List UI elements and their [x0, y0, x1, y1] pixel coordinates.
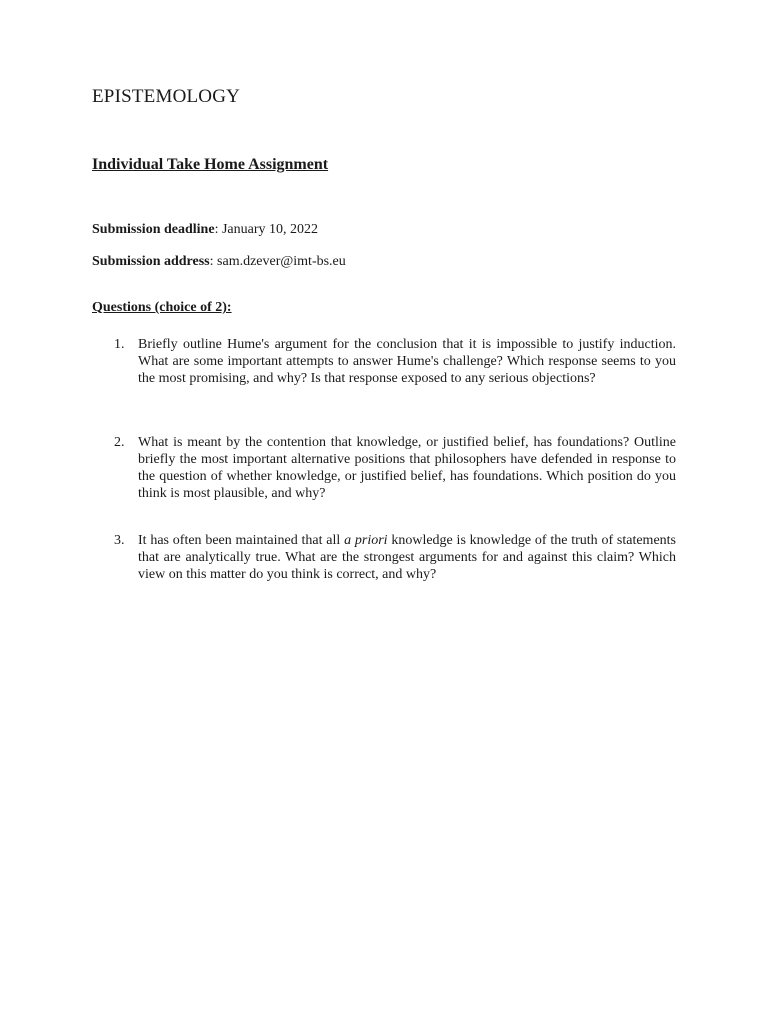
question-item-3	[114, 532, 676, 583]
question-text-start: It has often been maintained that all	[138, 533, 345, 548]
submission-deadline	[92, 222, 318, 238]
question-number: 2.	[114, 435, 125, 450]
submission-deadline-label: Submission deadline	[92, 222, 215, 237]
question-text-italic: a priori	[344, 533, 388, 548]
submission-deadline-value: : January 10, 2022	[214, 222, 318, 237]
question-text: Briefly outline Hume's argument for the conclusion that it is impossible to justify induction. What are some important attempts to answer Hume's challenge? Which response seems to you the most promising, and why? Is that response exposed to any serious objections?	[138, 337, 676, 386]
question-item-2	[114, 434, 676, 502]
submission-address-label: Submission address	[92, 254, 210, 269]
question-text: What is meant by the contention that knowledge, or justified belief, has foundations? Outline briefly the most important alternative positions that philosophers have defended in response to the question of whether knowledge, or justified belief, has foundations. Which position do you think is most plausible, and why?	[138, 435, 676, 501]
question-item-1	[114, 336, 676, 387]
document-title: EPISTEMOLOGY	[92, 86, 241, 107]
questions-heading: Questions (choice of 2):	[92, 300, 232, 315]
question-text-end: knowledge is knowledge of the truth of statements that are analytically true. What are the strongest arguments for and against this claim? Which view on this matter do you think is correct, and why?	[138, 533, 676, 582]
question-number: 1.	[114, 337, 125, 352]
question-number: 3.	[114, 533, 125, 548]
submission-address-value: : sam.dzever@imt-bs.eu	[209, 254, 346, 269]
assignment-subtitle: Individual Take Home Assignment	[92, 156, 329, 173]
question-text	[138, 532, 676, 583]
submission-address	[92, 254, 346, 270]
